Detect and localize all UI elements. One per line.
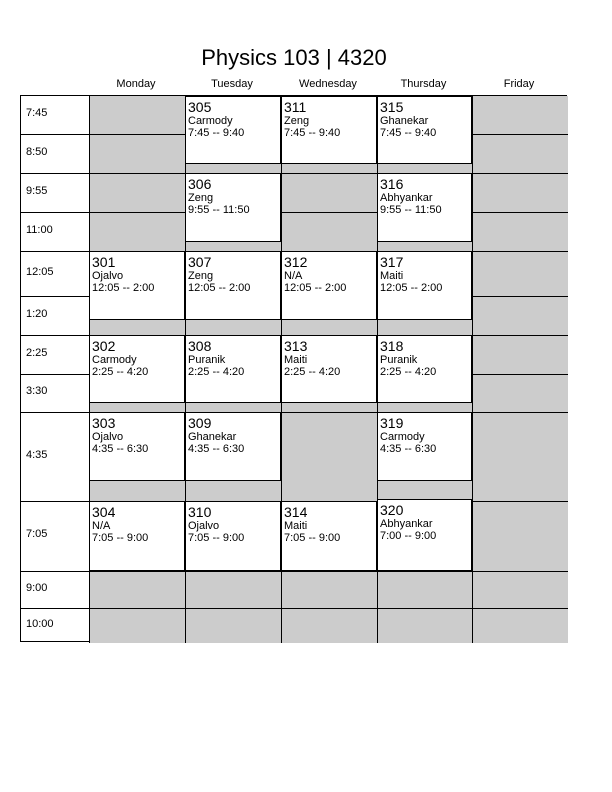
class-number: 307 (188, 254, 212, 270)
class-number: 313 (284, 338, 308, 354)
class-time: 7:00 -- 9:00 (380, 530, 437, 542)
class-instructor: Carmody (188, 115, 233, 127)
class-instructor: Puranik (380, 354, 418, 366)
class-time: 12:05 -- 2:00 (188, 282, 251, 294)
class-block-315[interactable] (377, 96, 472, 164)
class-number: 303 (92, 415, 116, 431)
class-number: 301 (92, 254, 116, 270)
class-instructor: Carmody (92, 354, 137, 366)
class-block-318[interactable] (377, 335, 472, 403)
class-block-317[interactable] (377, 251, 472, 320)
class-instructor: N/A (92, 520, 111, 532)
class-time: 9:55 -- 11:50 (380, 204, 442, 216)
time-label: 1:20 (26, 307, 48, 320)
day-header-tuesday: Tuesday (211, 78, 253, 90)
class-time: 2:25 -- 4:20 (92, 366, 149, 378)
class-instructor: Ojalvo (92, 431, 124, 443)
class-block-301[interactable] (89, 251, 185, 320)
class-number: 302 (92, 338, 116, 354)
class-block-308[interactable] (185, 335, 281, 403)
class-block-320[interactable] (377, 499, 472, 571)
class-number: 318 (380, 338, 404, 354)
time-label: 2:25 (26, 346, 48, 359)
time-label: 7:45 (26, 107, 48, 119)
class-instructor: Maiti (284, 354, 308, 366)
class-block-302[interactable] (89, 335, 185, 403)
class-number: 320 (380, 502, 404, 518)
class-block-309[interactable] (185, 412, 281, 481)
day-column-friday (472, 96, 568, 643)
class-number: 306 (188, 176, 212, 192)
class-instructor: Ghanekar (380, 115, 429, 127)
page-title: Physics 103 | 4320 (201, 45, 387, 70)
class-instructor: Zeng (188, 270, 214, 282)
class-block-304[interactable] (89, 501, 185, 571)
class-time: 12:05 -- 2:00 (92, 282, 155, 294)
day-header-wednesday: Wednesday (299, 78, 357, 90)
time-label: 9:00 (26, 581, 48, 594)
class-time: 2:25 -- 4:20 (284, 366, 341, 378)
time-label: 8:50 (26, 145, 48, 158)
class-number: 310 (188, 504, 212, 520)
class-instructor: Maiti (284, 520, 308, 532)
class-time: 2:25 -- 4:20 (188, 366, 245, 378)
class-number: 317 (380, 254, 404, 270)
class-block-310[interactable] (185, 501, 281, 571)
class-time: 12:05 -- 2:00 (380, 282, 443, 294)
class-block-313[interactable] (281, 335, 377, 403)
class-time: 2:25 -- 4:20 (380, 366, 437, 378)
day-header-friday: Friday (503, 78, 535, 90)
class-block-306[interactable] (185, 173, 281, 242)
class-block-311[interactable] (281, 96, 377, 164)
class-number: 316 (380, 176, 404, 192)
time-label: 11:00 (26, 223, 53, 236)
class-number: 305 (188, 99, 212, 115)
class-time: 9:55 -- 11:50 (188, 204, 250, 216)
time-label: 7:05 (26, 528, 48, 540)
class-time: 7:05 -- 9:00 (284, 532, 341, 544)
class-number: 309 (188, 415, 212, 431)
class-number: 308 (188, 338, 212, 354)
class-instructor: N/A (284, 270, 303, 282)
class-block-307[interactable] (185, 251, 281, 320)
class-time: 12:05 -- 2:00 (284, 282, 347, 294)
class-block-303[interactable] (89, 412, 185, 481)
day-header-thursday: Thursday (400, 78, 447, 90)
day-header-monday: Monday (116, 78, 156, 90)
row-divider (21, 571, 568, 572)
class-instructor: Zeng (284, 115, 310, 127)
time-label: 10:00 (26, 617, 54, 630)
class-instructor: Ojalvo (188, 520, 220, 532)
class-block-319[interactable] (377, 412, 472, 481)
column-divider (472, 96, 473, 643)
class-block-316[interactable] (377, 173, 472, 242)
class-time: 4:35 -- 6:30 (380, 443, 437, 455)
row-divider (21, 173, 568, 174)
class-block-314[interactable] (281, 501, 377, 571)
class-time: 4:35 -- 6:30 (92, 443, 149, 455)
class-number: 304 (92, 504, 116, 520)
class-time: 7:05 -- 9:00 (92, 532, 149, 544)
class-instructor: Abhyankar (380, 192, 433, 204)
time-label: 9:55 (26, 184, 48, 197)
row-divider (21, 212, 568, 213)
class-instructor: Puranik (188, 354, 226, 366)
class-instructor: Maiti (380, 270, 404, 282)
class-time: 7:45 -- 9:40 (188, 127, 245, 139)
class-time: 7:45 -- 9:40 (284, 127, 341, 139)
class-number: 311 (284, 99, 307, 115)
time-label: 12:05 (26, 265, 54, 278)
class-time: 7:05 -- 9:00 (188, 532, 245, 544)
time-label: 3:30 (26, 385, 48, 397)
class-time: 7:45 -- 9:40 (380, 127, 437, 139)
schedule-grid (20, 95, 567, 642)
class-number: 315 (380, 99, 404, 115)
class-number: 319 (380, 415, 404, 431)
row-divider (21, 608, 568, 609)
time-label: 4:35 (26, 448, 48, 461)
class-number: 314 (284, 504, 308, 520)
class-block-305[interactable] (185, 96, 281, 164)
class-number: 312 (284, 254, 308, 270)
class-block-312[interactable] (281, 251, 377, 320)
class-time: 4:35 -- 6:30 (188, 443, 245, 455)
class-instructor: Abhyankar (380, 518, 433, 530)
class-instructor: Carmody (380, 431, 425, 443)
class-instructor: Ojalvo (92, 270, 124, 282)
class-instructor: Zeng (188, 192, 214, 204)
class-instructor: Ghanekar (188, 431, 237, 443)
